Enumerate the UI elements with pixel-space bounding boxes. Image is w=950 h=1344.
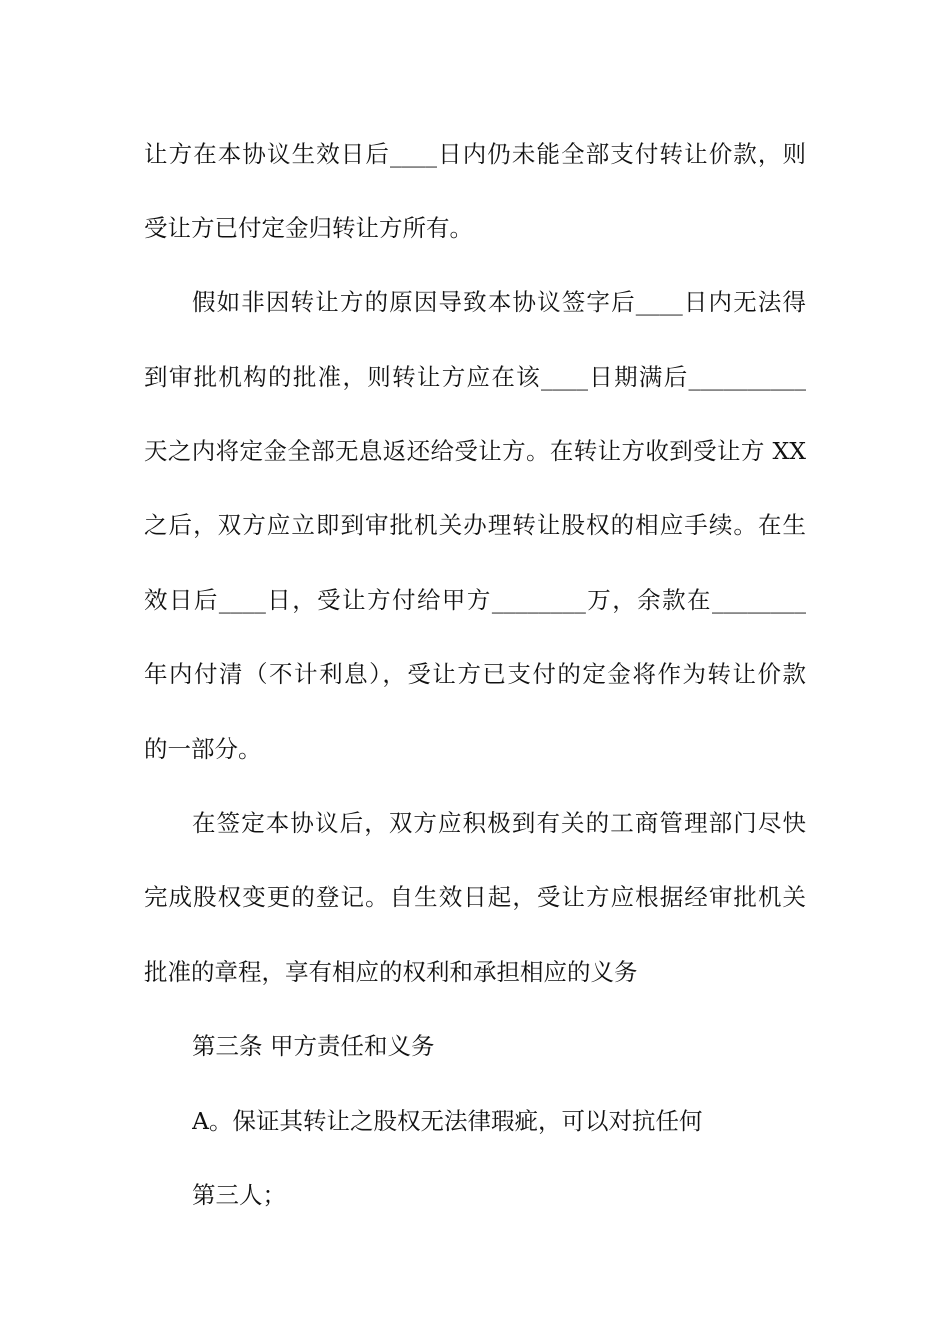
paragraph-line: 批准的章程，享有相应的权利和承担相应的义务 [144, 958, 638, 986]
paragraph-line: 天之内将定金全部无息返还给受让方。在转让方收到受让方 XX [144, 437, 806, 465]
paragraph-line: 年内付清（不计利息），受让方已支付的定金将作为转让价款 [144, 660, 806, 688]
paragraph-line: A。保证其转让之股权无法律瑕疵，可以对抗任何 [192, 1107, 703, 1135]
paragraph-line: 的一部分。 [144, 735, 262, 763]
paragraph-line: 效日后____日，受让方付给甲方________万，余款在________ [144, 586, 806, 614]
paragraph-line: 假如非因转让方的原因导致本协议签字后____日内无法得 [192, 288, 806, 316]
paragraph-line: 在签定本协议后，双方应积极到有关的工商管理部门尽快 [192, 809, 806, 837]
paragraph-line: 第三人； [192, 1181, 286, 1209]
section-heading: 第三条 甲方责任和义务 [192, 1032, 435, 1060]
paragraph-line: 受让方已付定金归转让方所有。 [144, 214, 473, 242]
paragraph-line: 完成股权变更的登记。自生效日起，受让方应根据经审批机关 [144, 883, 806, 911]
paragraph-line: 到审批机构的批准，则转让方应在该____日期满后__________ [144, 363, 806, 391]
paragraph-line: 之后，双方应立即到审批机关办理转让股权的相应手续。在生 [144, 511, 806, 539]
paragraph-line: 让方在本协议生效日后____日内仍未能全部支付转让价款，则 [144, 140, 806, 168]
